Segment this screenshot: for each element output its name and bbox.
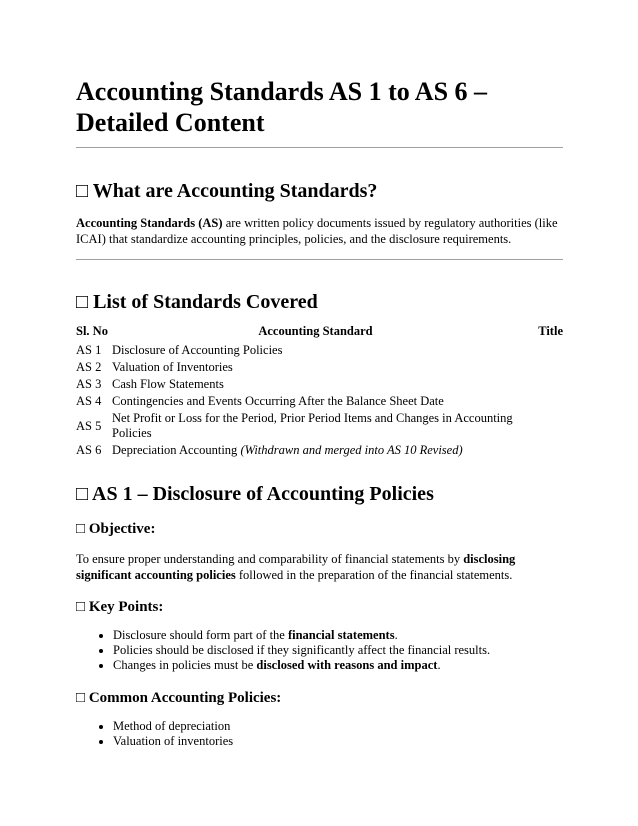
table-row — [74, 393, 565, 410]
section-heading-as1: □ AS 1 – Disclosure of Accounting Policies — [76, 483, 434, 505]
missing-glyph-icon: □ — [76, 180, 89, 202]
row-number: AS 6 — [76, 443, 102, 457]
row-title: Depreciation Accounting (Withdrawn and merged into AS 10 Revised) — [112, 443, 463, 457]
table-header-row — [74, 323, 565, 342]
key-points-list — [76, 628, 490, 673]
subheading-common-policies: □ Common Accounting Policies: — [76, 690, 282, 706]
list-item: • Method of depreciation — [113, 719, 233, 734]
table-row — [74, 342, 565, 359]
row-number: AS 4 — [76, 394, 102, 408]
row-title: Valuation of Inventories — [112, 360, 233, 374]
col-header-title: Title — [538, 324, 563, 338]
section-heading-list-of-standards: □ List of Standards Covered — [76, 291, 318, 313]
list-item: • Changes in policies must be disclosed with reasons and impact. — [113, 658, 490, 673]
missing-glyph-icon: □ — [76, 690, 86, 706]
table-row — [74, 442, 565, 459]
missing-glyph-icon: □ — [76, 521, 86, 537]
page-title: Accounting Standards AS 1 to AS 6 – Detailed Content — [76, 77, 488, 137]
row-number: AS 5 — [76, 418, 102, 433]
subheading-key-points: □ Key Points: — [76, 599, 164, 615]
row-number: AS 2 — [76, 360, 102, 374]
row-number: AS 3 — [76, 377, 102, 391]
row-title: Contingencies and Events Occurring After the Balance Sheet Date — [112, 394, 444, 408]
list-item: • Disclosure should form part of the financial statements. — [113, 628, 490, 643]
table-row — [74, 359, 565, 376]
common-policies-list — [76, 719, 233, 749]
missing-glyph-icon: □ — [76, 291, 89, 313]
row-title: Cash Flow Statements — [112, 377, 224, 391]
section-heading-what-are-standards: □ What are Accounting Standards? — [76, 180, 378, 202]
list-item: • Policies should be disclosed if they significantly affect the financial results. — [113, 643, 490, 658]
row-number: AS 1 — [76, 343, 102, 357]
divider-2 — [76, 259, 563, 260]
list-item: • Valuation of inventories — [113, 734, 233, 749]
missing-glyph-icon: □ — [76, 599, 86, 615]
col-header-sl-no: Sl. No — [76, 324, 108, 338]
definition-paragraph: Accounting Standards (AS) are written policy documents issued by regulatory authorities (like ICAI) that standardize accounting principles, policies, and the disclosure requirements. — [76, 216, 558, 246]
subheading-objective: □ Objective: — [76, 521, 156, 537]
row-title: Disclosure of Accounting Policies — [112, 343, 283, 357]
missing-glyph-icon: □ — [76, 483, 89, 505]
standards-table — [74, 323, 565, 459]
row-title: Net Profit or Loss for the Period, Prior Period Items and Changes in Accounting Policies — [112, 411, 513, 440]
table-row — [74, 410, 565, 442]
divider-1 — [76, 147, 563, 148]
row-note: (Withdrawn and merged into AS 10 Revised) — [240, 443, 463, 457]
col-header-accounting-standard: Accounting Standard — [258, 324, 373, 338]
table-row — [74, 376, 565, 393]
objective-paragraph: To ensure proper understanding and comparability of financial statements by disclosing significant accounting policies followed in the preparation of the financial statements. — [76, 552, 516, 582]
